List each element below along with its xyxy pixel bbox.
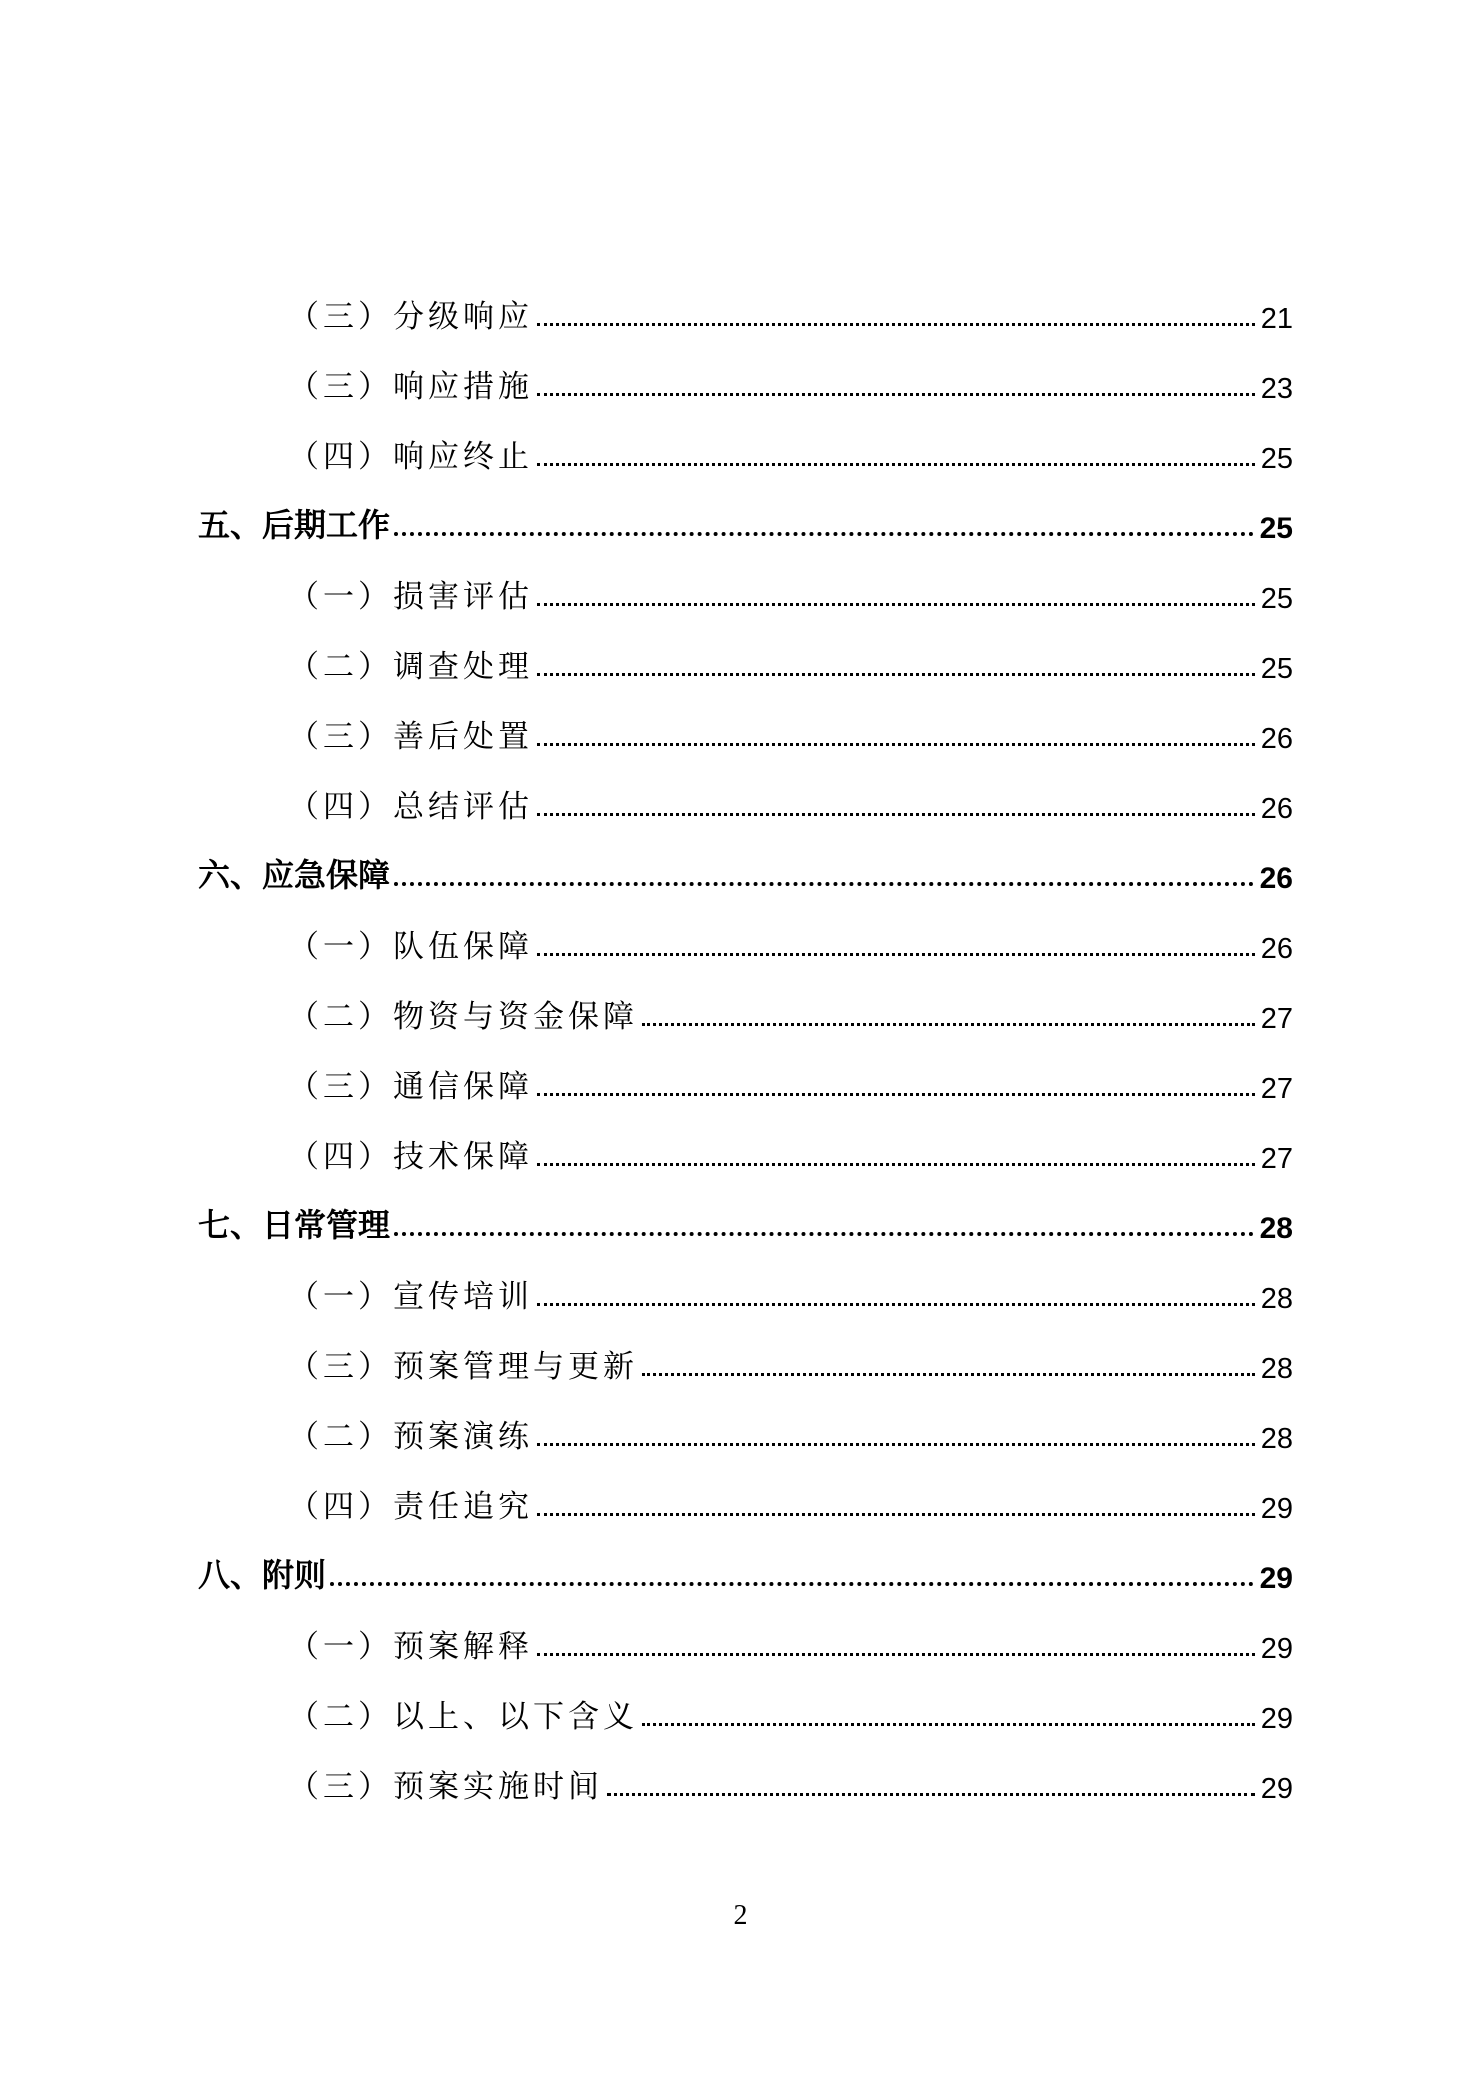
toc-entry-label: （二）调查处理 [288, 649, 533, 685]
toc-entry-page: 27 [1260, 1003, 1293, 1035]
toc-entry-page: 29 [1260, 1493, 1293, 1525]
toc-entry[interactable] [0, 280, 1293, 336]
toc-entry-page: 26 [1260, 933, 1293, 965]
toc-entry[interactable] [0, 1470, 1293, 1526]
toc-entry[interactable] [0, 1610, 1293, 1666]
dot-leader [537, 463, 1255, 466]
dot-leader [642, 1023, 1255, 1026]
dot-leader [537, 393, 1255, 396]
toc-entry-label: （三）分级响应 [288, 299, 533, 335]
toc-entry-label: （一）宣传培训 [288, 1279, 533, 1315]
toc-entry-page: 28 [1260, 1353, 1293, 1385]
toc-entry[interactable] [0, 1120, 1293, 1176]
page-number: 2 [733, 1900, 748, 1931]
toc-entry[interactable] [0, 1330, 1293, 1386]
toc-entry-page: 25 [1260, 443, 1293, 475]
toc-entry-page: 29 [1260, 1633, 1293, 1665]
toc-entry-label: （一）预案解释 [288, 1629, 533, 1665]
toc-entry-label: （三）预案实施时间 [288, 1769, 603, 1805]
toc-entry-label: （四）责任追究 [288, 1489, 533, 1525]
toc-entry-label: （四）总结评估 [288, 789, 533, 825]
dot-leader [537, 1513, 1255, 1516]
toc-entry[interactable] [0, 980, 1293, 1036]
toc-entry-label: （二）预案演练 [288, 1419, 533, 1455]
toc-section-page: 29 [1259, 1562, 1293, 1595]
toc-entry[interactable] [0, 560, 1293, 616]
toc-section-entry[interactable] [0, 840, 1293, 896]
toc-entry[interactable] [0, 1680, 1293, 1736]
toc-section-label: 五、后期工作 [198, 506, 391, 544]
toc-entry[interactable] [0, 420, 1293, 476]
toc-entry[interactable] [0, 1750, 1293, 1806]
dot-leader [537, 1303, 1255, 1306]
toc-entry-page: 27 [1260, 1073, 1293, 1105]
toc-entry[interactable] [0, 1260, 1293, 1316]
toc-entry-label: （二）物资与资金保障 [288, 999, 638, 1035]
toc-entry-page: 27 [1260, 1143, 1293, 1175]
toc-entry[interactable] [0, 630, 1293, 686]
toc-entry-label: （三）善后处置 [288, 719, 533, 755]
toc-entry-page: 21 [1260, 303, 1293, 335]
toc-section-page: 28 [1259, 1212, 1293, 1245]
toc-entry-label: （三）预案管理与更新 [288, 1349, 638, 1385]
toc-entry-label: （三）响应措施 [288, 369, 533, 405]
toc-entry-page: 26 [1260, 793, 1293, 825]
dot-leader [537, 1443, 1255, 1446]
toc-entry-page: 29 [1260, 1703, 1293, 1735]
dot-leader [642, 1723, 1255, 1726]
dot-leader [394, 532, 1254, 536]
toc-section-page: 25 [1259, 512, 1293, 545]
dot-leader [537, 743, 1255, 746]
toc-entry-label: （一）队伍保障 [288, 929, 533, 965]
toc-entry-page: 25 [1260, 653, 1293, 685]
dot-leader [537, 813, 1255, 816]
toc-entry-label: （一）损害评估 [288, 579, 533, 615]
dot-leader [537, 1093, 1255, 1096]
toc-entry[interactable] [0, 700, 1293, 756]
toc-entry-page: 23 [1260, 373, 1293, 405]
dot-leader [642, 1373, 1255, 1376]
toc-section-page: 26 [1259, 862, 1293, 895]
dot-leader [537, 1653, 1255, 1656]
toc-section-entry[interactable] [0, 1540, 1293, 1596]
toc-entry[interactable] [0, 1050, 1293, 1106]
toc-entry-label: （二）以上、以下含义 [288, 1699, 638, 1735]
toc-entry-label: （三）通信保障 [288, 1069, 533, 1105]
dot-leader [537, 323, 1255, 326]
dot-leader [607, 1793, 1255, 1796]
toc-entry-label: （四）技术保障 [288, 1139, 533, 1175]
dot-leader [394, 1232, 1254, 1236]
toc-entry[interactable] [0, 350, 1293, 406]
toc-section-label: 七、日常管理 [198, 1206, 391, 1244]
dot-leader [537, 953, 1255, 956]
dot-leader [330, 1582, 1254, 1586]
toc-entry-label: （四）响应终止 [288, 439, 533, 475]
toc-section-entry[interactable] [0, 490, 1293, 546]
toc-entry-page: 25 [1260, 583, 1293, 615]
dot-leader [537, 1163, 1255, 1166]
toc-section-label: 八、附则 [198, 1556, 327, 1594]
toc-entry[interactable] [0, 770, 1293, 826]
toc-entry-page: 28 [1260, 1283, 1293, 1315]
toc-entry-page: 26 [1260, 723, 1293, 755]
toc-section-label: 六、应急保障 [198, 856, 391, 894]
toc-section-entry[interactable] [0, 1190, 1293, 1246]
dot-leader [537, 673, 1255, 676]
dot-leader [394, 882, 1254, 886]
toc-entry-page: 28 [1260, 1423, 1293, 1455]
toc-entry-page: 29 [1260, 1773, 1293, 1805]
toc-entry[interactable] [0, 1400, 1293, 1456]
toc-entry[interactable] [0, 910, 1293, 966]
dot-leader [537, 603, 1255, 606]
